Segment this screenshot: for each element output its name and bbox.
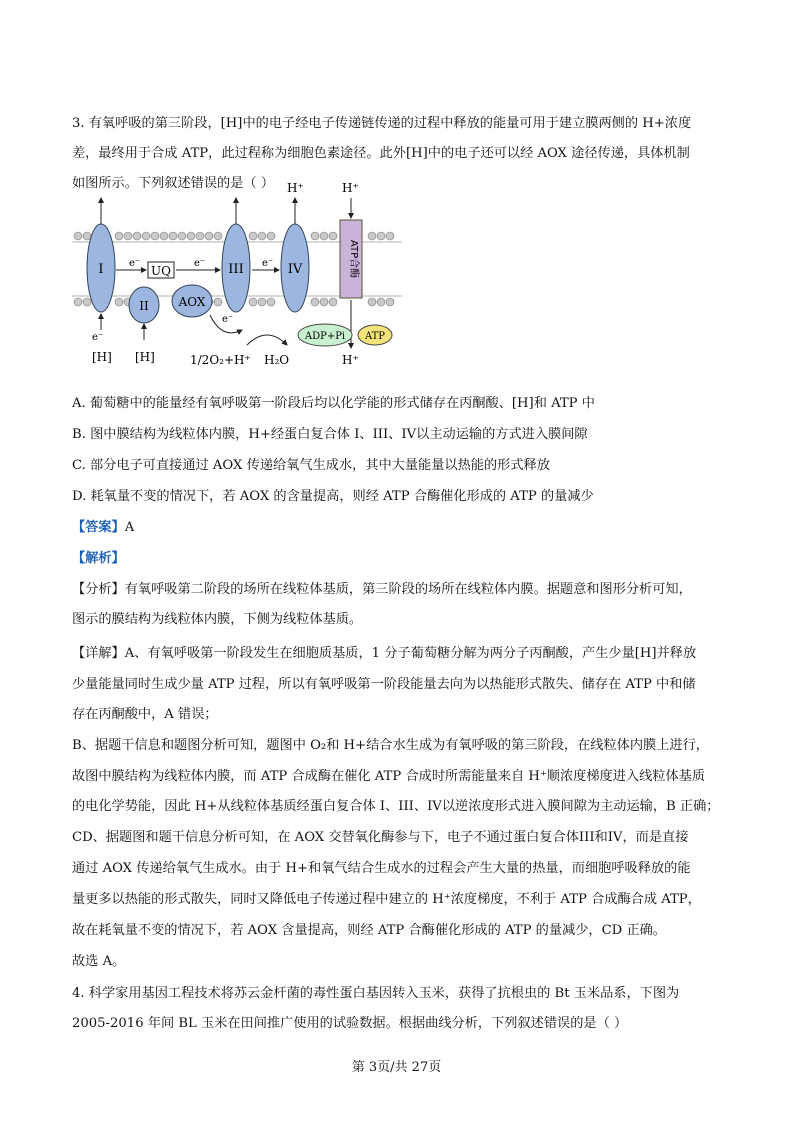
adp-pi-label: ADP+Pi: [304, 331, 346, 342]
xiangjie-tag: 【详解】: [72, 646, 125, 661]
q3-stem-line3: 如图所示。下列叙述错误的是（ ）: [72, 176, 275, 191]
option-d: D. 耗氧量不变的情况下，若 AOX 的含量提高，则经 ATP 合酶催化形成的 ATP 的量减少: [72, 489, 594, 504]
answer-tag: 【答案】: [72, 520, 125, 535]
detail-text1: A、有氧呼吸第一阶段发生在细胞质基质，1 分子葡萄糖分解为两分子丙酮酸，产生少量[H]并释放: [124, 646, 697, 661]
aox-label: AOX: [178, 295, 206, 309]
option-a: A. 葡萄糖中的能量经有氧呼吸第一阶段后均以化学能的形式储存在丙酮酸、[H]和 ATP 中: [72, 396, 595, 411]
fenxi-line1: [72, 580, 692, 600]
h-plus-top-1: H⁺: [287, 181, 304, 195]
detail-line3: 存在丙酮酸中，A 错误；: [72, 707, 218, 722]
electron-label-2: e⁻: [194, 258, 206, 269]
complex-iii-label: III: [228, 262, 244, 277]
analysis-tag: 【解析】: [72, 551, 125, 566]
complex-ii-label: II: [139, 299, 149, 313]
page-footer: 第 3页/共 27页: [351, 1060, 442, 1075]
electron-label-4: e⁻: [222, 314, 234, 325]
answer-line: [72, 518, 134, 538]
detail-line1: [72, 644, 696, 664]
detail-line4: B、据题干信息和题图分析可知，题图中 O₂和 H+结合水生成为有氧呼吸的第三阶段，在线粒体内膜上进行，: [72, 738, 709, 753]
option-b: B. 图中膜结构为线粒体内膜，H+经蛋白复合体 I、III、IV以主动运输的方式进入膜间隙: [72, 427, 588, 442]
q4-stem-line1: 4. 科学家用基因工程技术将苏云金杆菌的毒性蛋白基因转入玉米，获得了抗根虫的 Bt 玉米品系，下图为: [72, 986, 680, 1001]
complex-i-label: I: [98, 262, 104, 277]
h-plus-bottom: H⁺: [342, 353, 359, 367]
electron-label-3: e⁻: [262, 258, 274, 269]
q3-stem-line2: 差，最终用于合成 ATP，此过程称为细胞色素途径。此外[H]中的电子还可以经 AOX 途径传递，具体机制: [72, 146, 690, 161]
water-label: H₂O: [264, 353, 290, 367]
electron-transport-diagram: [72, 180, 402, 370]
nadh-label-2: [H]: [135, 350, 155, 364]
option-c: C. 部分电子可直接通过 AOX 传递给氧气生成水，其中大量能量以热能的形式释放: [72, 458, 550, 473]
detail-line7: CD、据题图和题干信息分析可知，在 AOX 交替氧化酶参与下，电子不通过蛋白复合体III和IV，而是直接: [72, 830, 689, 845]
q3-stem-line1: 3. 有氧呼吸的第三阶段，[H]中的电子经电子传递链传递的过程中释放的能量可用于建立膜两侧的 H+浓度: [72, 116, 692, 131]
atp-product-label: ATP: [364, 331, 386, 342]
q4-stem-line2: 2005-2016 年间 BL 玉米在田间推广使用的试验数据。根据曲线分析，下列叙述错误的是（ ）: [72, 1016, 628, 1031]
detail-line10: 故在耗氧量不变的情况下，若 AOX 含量提高，则经 ATP 合酶催化形成的 ATP 的量减少，CD 正确。: [72, 923, 666, 938]
detail-line11: 故选 A。: [72, 954, 126, 969]
fenxi-tag: 【分析】: [72, 582, 125, 597]
oxygen-label: 1/2O₂+H⁺: [190, 353, 251, 367]
detail-line8: 通过 AOX 传递给氧气生成水。由于 H+和氧气结合生成水的过程会产生大量的热量，而细胞呼吸释放的能: [72, 861, 691, 876]
nadh-label-1: [H]: [92, 350, 112, 364]
electron-label-1: e⁻: [129, 258, 141, 269]
detail-line9: 量更多以热能的形式散失，同时又降低电子传递过程中建立的 H⁺浓度梯度，不利于 ATP 合成酶合成 ATP，: [72, 892, 701, 907]
fenxi-text1: 有氧呼吸第二阶段的场所在线粒体基质，第三阶段的场所在线粒体内膜。据题意和图形分析可知，: [124, 582, 692, 597]
detail-line6: 的电化学势能，因此 H+从线粒体基质经蛋白复合体 I、III、IV以逆浓度形式进入膜间隙为主动运输，B 正确；: [72, 799, 720, 814]
uq-label: UQ: [151, 264, 171, 278]
complex-iv-label: IV: [287, 262, 303, 277]
detail-line2: 少量能量同时生成少量 ATP 过程，所以有氧呼吸第一阶段能量去向为以热能形式散失、储存在 ATP 中和储: [72, 677, 696, 692]
fenxi-line2: 图示的膜结构为线粒体内膜，下侧为线粒体基质。: [72, 612, 363, 627]
electron-label-5: e⁻: [92, 332, 104, 343]
detail-line5: 故图中膜结构为线粒体内膜，而 ATP 合成酶在催化 ATP 合成时所需能量来自 H⁺顺浓度梯度进入线粒体基质: [72, 769, 706, 784]
answer-value: A: [124, 520, 135, 535]
h-plus-top-2: H⁺: [342, 181, 359, 195]
analysis-heading: [72, 549, 125, 569]
atp-synthase-label: ATP合酶: [348, 239, 359, 279]
